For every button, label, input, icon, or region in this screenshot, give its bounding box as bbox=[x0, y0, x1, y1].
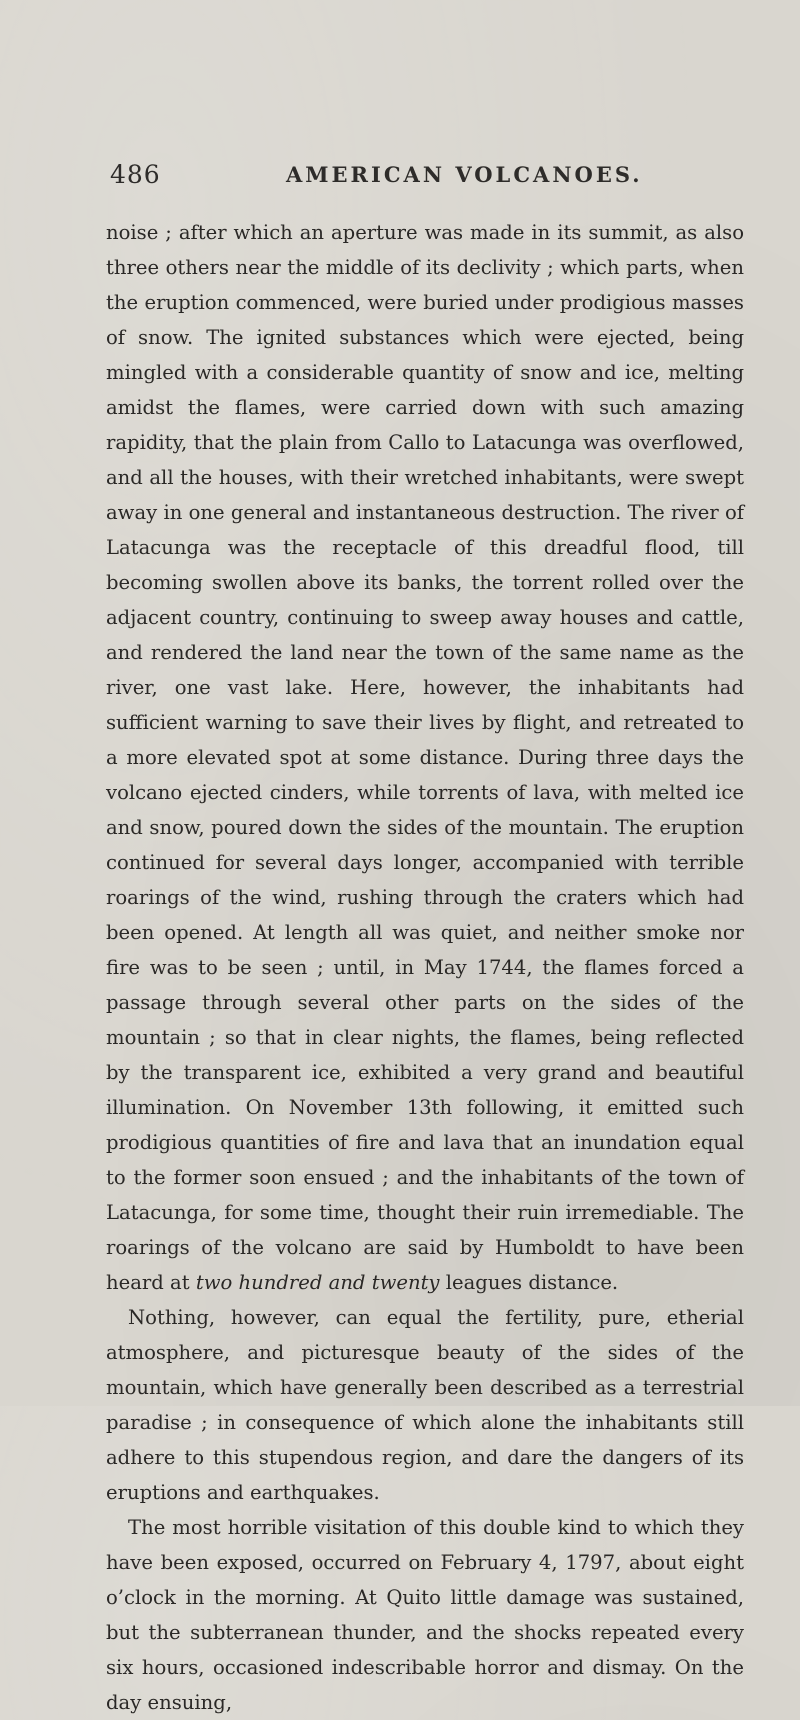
running-title: AMERICAN VOLCANOES. bbox=[286, 162, 643, 187]
page-number: 486 bbox=[110, 160, 161, 189]
paragraph-3: The most horrible visitation of this double kind to which they have been exposed, occurred on February 4, 1797, about eight o’clock in the morning. At Quito little damage was sustained, but the subterranean thunder, and the shocks repeated every six hours, occasioned indescribable horror and dismay. On the day ensuing, bbox=[106, 1516, 744, 1714]
paragraph-2: Nothing, however, can equal the fertility, pure, etherial atmosphere, and picturesque beauty of the sides of the mountain, which have generally been described as a terrestrial paradise ; in consequence of which alone the inhabitants still adhere to this stupendous region, and dare the dangers of its eruptions and earthquakes. bbox=[106, 1306, 744, 1504]
paragraph-1 bbox=[106, 215, 744, 1300]
paragraph-1-text: noise ; after which an aperture was made in its summit, as also three others near the middle of its declivity ; which parts, when the eruption commenced, were buried under prodigious masses of snow. The ignited substances which were ejected, being mingled with a considerable quantity of snow and ice, melting amidst the flames, were carried down with such amazing rapidity, that the plain from Callo to Latacunga was overflowed, and all the houses, with their wretched inhabitants, were swept away in one general and instantaneous destruction. The river of Latacunga was the receptacle of this dreadful flood, till becoming swollen above its banks, the torrent rolled over the adjacent country, continuing to sweep away houses and cattle, and rendered the land near the town of the same name as the river, one vast lake. Here, however, the inhabitants had sufficient warning to save their lives by flight, and retreated to a more elevated spot at some distance. During three days the volcano ejected cinders, while torrents of lava, with melted ice and snow, poured down the sides of the mountain. The eruption continued for several days longer, accompanied with terrible roarings of the wind, rushing through the craters which had been opened. At length all was quiet, and neither smoke nor fire was to be seen ; until, in May 1744, the flames forced a passage through several other parts on the sides of the mountain ; so that in clear nights, the flames, being reflected by the transparent ice, exhibited a very grand and beautiful illumination. On November 13th following, it emitted such prodigious quantities of fire and lava that an inundation equal to the former soon ensued ; and the inhabitants of the town of Latacunga, for some time, thought their ruin irremediable. The roarings of the volcano are said by Humboldt to have been heard at bbox=[106, 221, 744, 1294]
paragraph-1-ending: leagues distance. bbox=[439, 1271, 619, 1294]
paragraph-1-emphasis: two hundred and twenty bbox=[195, 1271, 440, 1294]
running-head bbox=[110, 160, 730, 196]
body-text bbox=[106, 215, 744, 1720]
